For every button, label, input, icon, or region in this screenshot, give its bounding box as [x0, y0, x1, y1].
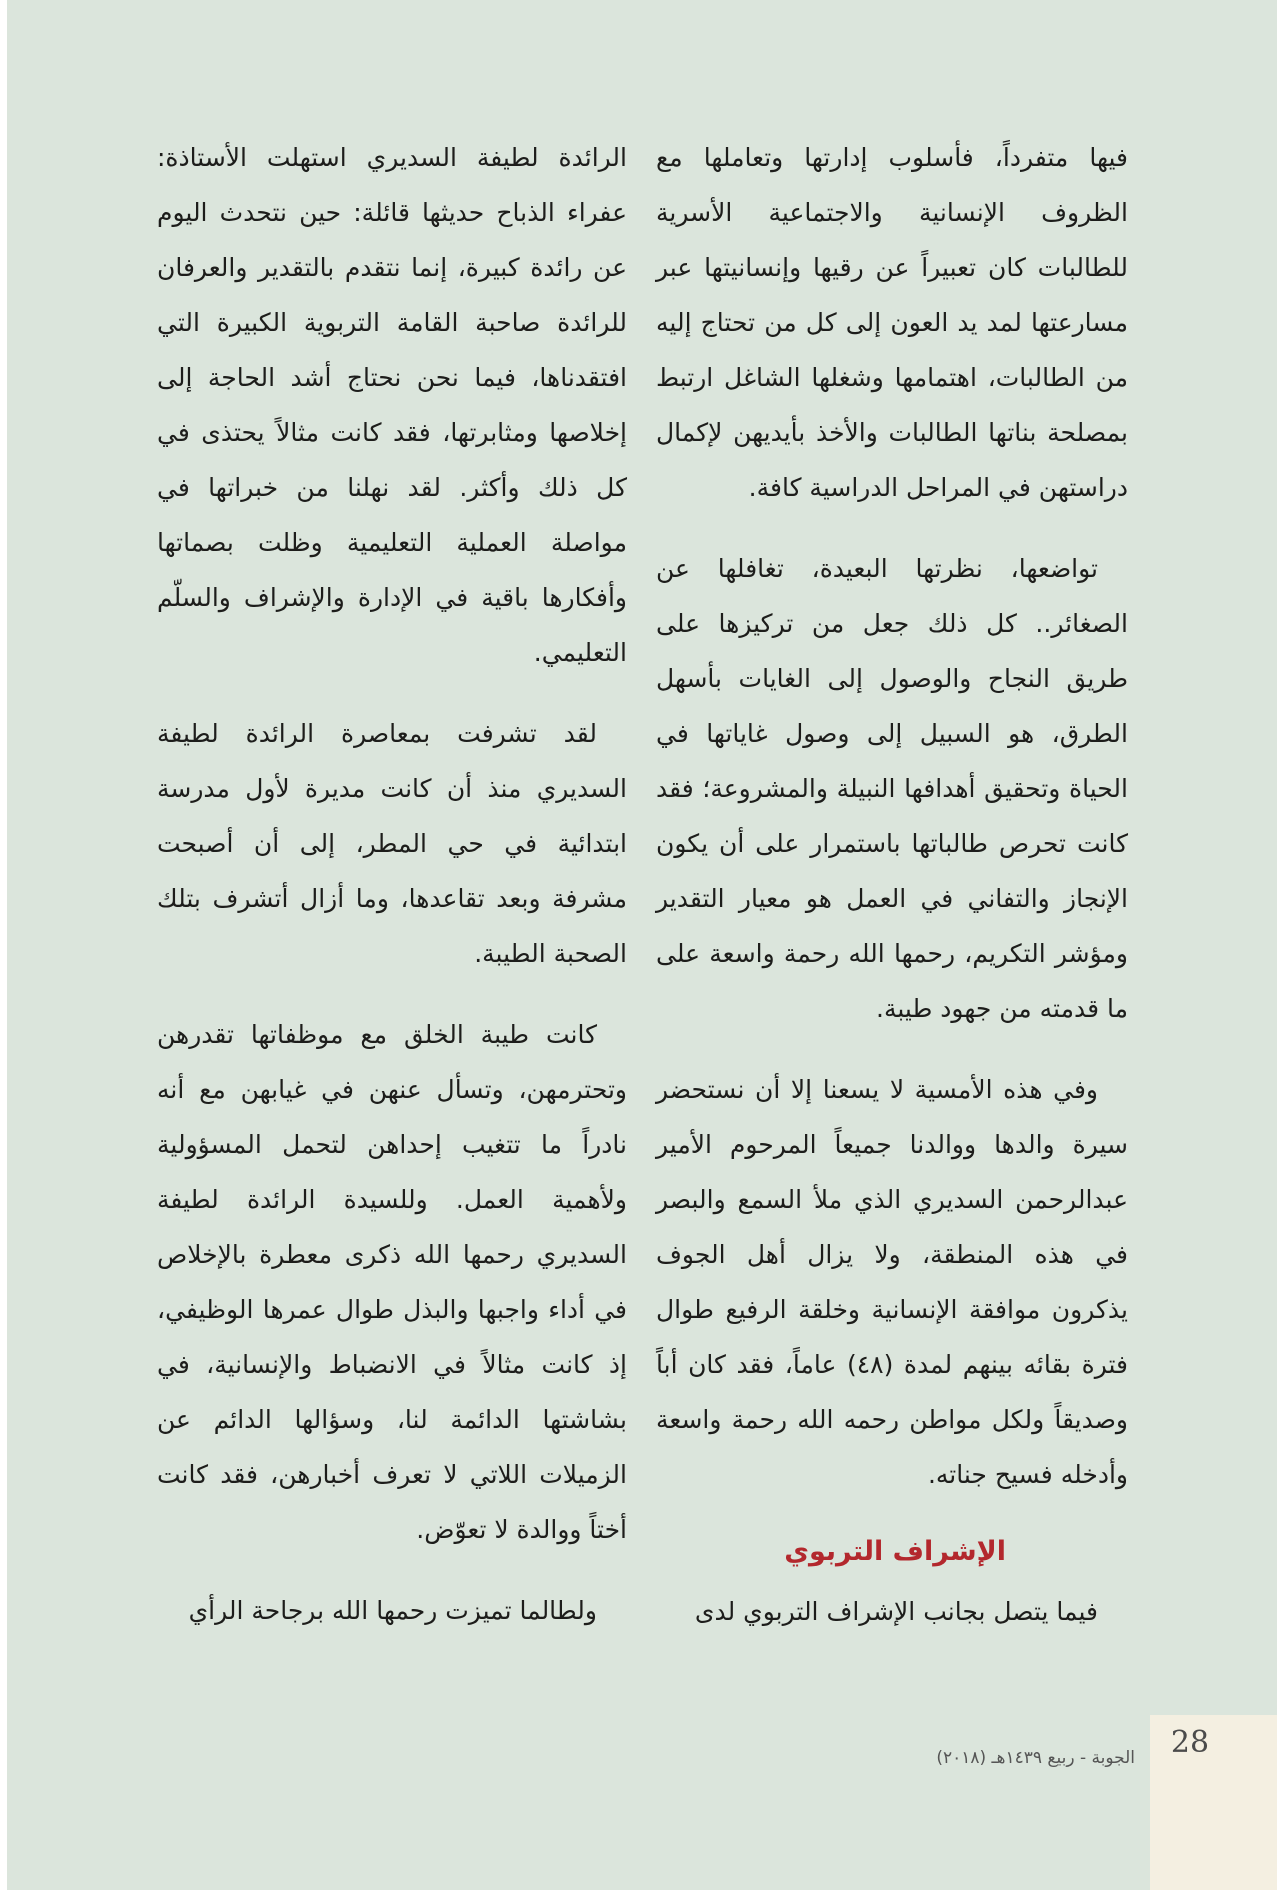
paragraph: فيما يتصل بجانب الإشراف التربوي لدى [694, 1597, 1098, 1626]
article-column-left [157, 130, 627, 1664]
paragraph: وفي هذه الأمسية لا يسعنا إلا أن نستحضر سيرة والدها ووالدنا جميعاً المرحوم الأمير عبدالرحمن السديري الذي ملأ السمع والبصر في هذه المنطقة، ولا يزال أهل الجوف يذكرون موافقة الإنسانية وخلقة الرفيع طوال فترة بقائه بينهم لمدة (٤٨) عاماً، فقد كان أباً وصديقاً ولكل مواطن رحمه الله رحمة واسعة وأدخله فسيح جناته. [656, 1075, 1128, 1489]
issue-info: الجوبة - ربيع ١٤٣٩هـ (٢٠١٨) [936, 1748, 1135, 1768]
paragraph: تواضعها، نظرتها البعيدة، تغافلها عن الصغائر.. كل ذلك جعل من تركيزها على طريق النجاح والوصول إلى الغايات بأسهل الطرق، هو السبيل إلى وصول غاياتها في الحياة وتحقيق أهدافها النبيلة والمشروعة؛ فقد كانت تحرص طالباتها باستمرار على أن يكون الإنجاز والتفاني في العمل هو معيار التقدير ومؤشر التكريم، رحمها الله رحمة واسعة على ما قدمته من جهود طيبة. [656, 554, 1128, 1023]
paragraph: الرائدة لطيفة السديري استهلت الأستاذة: عفراء الذباح حديثها قائلة: حين نتحدث اليوم عن رائدة كبيرة، إنما نتقدم بالتقدير والعرفان للرائدة صاحبة القامة التربوية الكبيرة التي افتقدناها، فيما نحن نحتاج أشد الحاجة إلى إخلاصها ومثابرتها، فقد كانت مثالاً يحتذى في كل ذلك وأكثر. لقد نهلنا من خبراتها في مواصلة العملية التعليمية وظلت بصماتها وأفكارها باقية في الإدارة والإشراف والسلّم التعليمي. [157, 143, 627, 667]
page-number: 28 [1170, 1725, 1210, 1760]
paragraph: ولطالما تميزت رحمها الله برجاحة الرأي [188, 1596, 597, 1625]
section-heading: الإشراف التربوي [784, 1536, 1006, 1567]
paragraph: فيها متفرداً، فأسلوب إدارتها وتعاملها مع الظروف الإنسانية والاجتماعية الأسرية للطالبات كان تعبيراً عن رقيها وإنسانيتها عبر مسارعتها لمد يد العون إلى كل من تحتاج إليه من الطالبات، اهتمامها وشغلها الشاغل ارتبط بمصلحة بناتها الطالبات والأخذ بأيديهن لإكمال دراستهن في المراحل الدراسية كافة. [656, 143, 1128, 502]
paragraph: لقد تشرفت بمعاصرة الرائدة لطيفة السديري منذ أن كانت مديرة لأول مدرسة ابتدائية في حي المطر، إلى أن أصبحت مشرفة وبعد تقاعدها، وما أزال أتشرف بتلك الصحبة الطيبة. [157, 719, 627, 968]
article-column-right [656, 130, 1128, 1665]
paragraph: كانت طيبة الخلق مع موظفاتها تقدرهن وتحترمهن، وتسأل عنهن في غيابهن مع أنه نادراً ما تتغيب إحداهن لتحمل المسؤولية ولأهمية العمل. وللسيدة الرائدة لطيفة السديري رحمها الله ذكرى معطرة بالإخلاص في أداء واجبها والبذل طوال عمرها الوظيفي، إذ كانت مثالاً في الانضباط والإنسانية، في بشاشتها الدائمة لنا، وسؤالها الدائم عن الزميلات اللاتي لا تعرف أخبارهن، فقد كانت أختاً ووالدة لا تعوّض. [157, 1020, 627, 1544]
